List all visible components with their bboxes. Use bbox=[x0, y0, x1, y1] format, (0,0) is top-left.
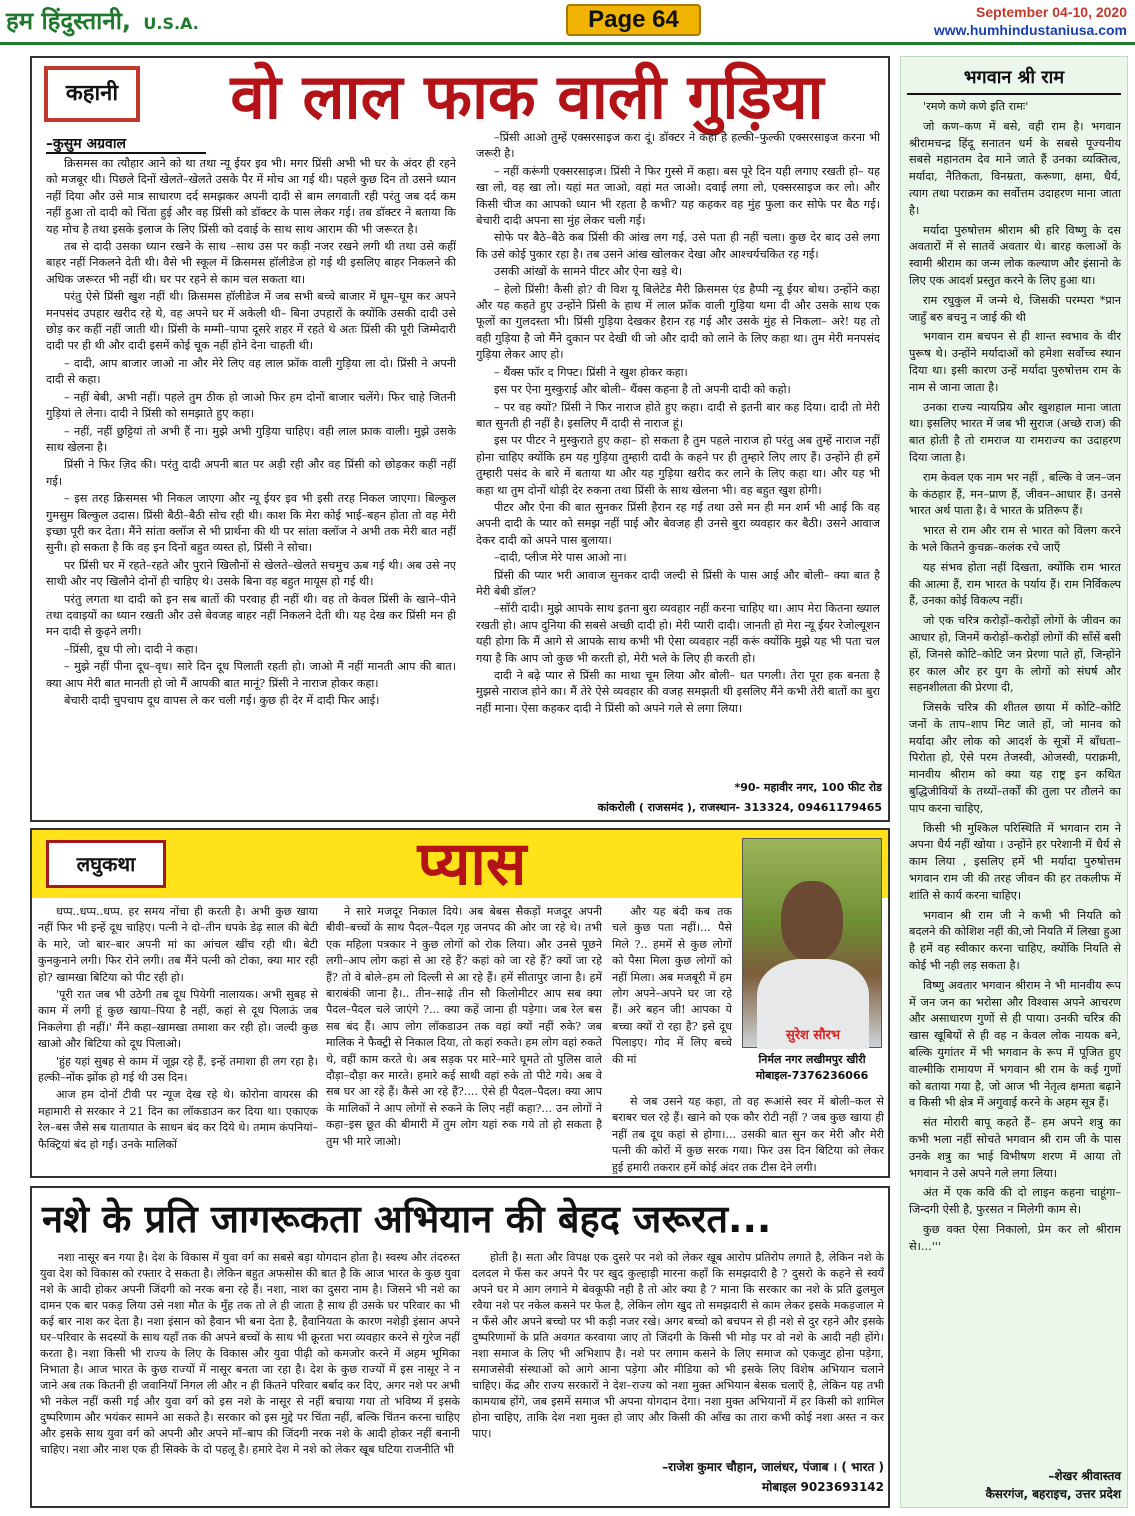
masthead bbox=[6, 4, 199, 37]
author-photo bbox=[742, 838, 882, 1048]
sidebar-title: भगवान श्री राम bbox=[907, 61, 1121, 95]
author-mobile: मोबाइल-7376236066 bbox=[755, 1069, 869, 1082]
story-column-3-bottom bbox=[612, 1094, 884, 1174]
paragraph: और यह बंदी कब तक चले कुछ पता नहीं।... पैसे मिले ?.. हममें से कुछ लोगों को पैसा मिला कुछ लोगों को नहीं मिला। अब मजबूरी में हम लोग अपने–अपने घर जा रहे हैं। अरे बहन जी! आपका ये बच्चा क्यों रो रहा है? इसे दूध पिलाइए। गोद में लिए बच्चे की मां bbox=[612, 905, 732, 1066]
story-laghukatha bbox=[30, 828, 890, 1178]
page-number-badge: Page 64 bbox=[566, 4, 701, 36]
website-link[interactable]: www.humhindustaniusa.com bbox=[933, 22, 1127, 38]
story-column-2 bbox=[476, 130, 880, 772]
author-signature: –राजेश कुमार चौहान, जालंधर, पंजाब । ( भारत ) bbox=[662, 1460, 884, 1474]
paragraph: –सॉरी दादी। मुझे आपके साथ इतना बुरा व्यवहार नहीं करना चाहिए था। आप मेरा कितना ख्याल रखती हो। आप दुनिया की सबसे अच्छी दादी हो। मेरी प्यारी दादी। जानती हो मेरा न्यू ईयर रेजोल्यूशन यही होगा कि मैं आगे से आपके साथ कभी भी ऐसा व्यवहार नहीं करूं क्योंकि मुझे यह भी पता चल गया है कि आप जो कुछ भी करती हो, मेरी भले के लिए ही करती हो। bbox=[476, 602, 880, 665]
paragraph: जो एक चरित्र करोड़ों–करोड़ों लोगों के जीवन का आधार हो, जिनमें करोड़ों–करोड़ों लोगों की साँसें बसी हों, जिनसे कोटि–कोटि जन प्रेरणा पाते हों, जिन्होंने हर काल और हर युग के लोगों को संघर्ष और सहनशीलता की प्रेरणा दी, bbox=[909, 614, 1121, 695]
paragraph: जो कण–कण में बसे, वही राम है। भगवान श्रीरामचन्द्र हिंदू सनातन धर्म के सबसे पूज्यनीय सबसे महानतम देव माने जाते हैं उनका व्यक्तित्व, मर्यादा, नैतिकता, विनम्रता, करूणा, क्षमा, धैर्य, त्याग तथा पराक्रम का सर्वोत्तम उदाहरण माना जाता है। bbox=[909, 119, 1121, 217]
author-address-line1: *90- महावीर नगर, 100 फीट रोड bbox=[734, 781, 882, 794]
story-column-2 bbox=[472, 1250, 884, 1446]
paragraph: भगवान श्री राम जी ने कभी भी नियति को बदलने की कोशिश नहीं की,जो नियति में लिखा हुआ है हमें वह स्वीकार करना चाहिए, क्योंकि नियति से कोई भी नही लड़ सकता है। bbox=[909, 908, 1121, 973]
paragraph: प्रिंसी की प्यार भरी आवाज सुनकर दादी जल्दी से प्रिंसी के पास आई और बोली– क्या बात है मेरी बेबी डॉल? bbox=[476, 568, 880, 598]
author-mobile: मोबाइल 9023693142 bbox=[762, 1480, 884, 1494]
story-title: प्यास bbox=[417, 829, 527, 899]
paragraph: दादी ने बढ़े प्यार से प्रिंसी का माथा चूम लिया और बोली– धत पगली। तेरा पूरा हक बनता है मुझसे नाराज होने का। मैं तेरे ऐसे व्यवहार की वजह समझती थी इसलिए मैंने कभी तेरी बातों का बुरा नहीं माना। ऐसा कहकर दादी ने प्रिंसी को अपने गले से लगा लिया। bbox=[476, 669, 880, 715]
paragraph: उनका राज्य न्यायप्रिय और खुशहाल माना जाता था। इसलिए भारत में जब भी सुराज (अच्छे राज) की बात होती है तो रामराज या रामराज्य का उदाहरण दिया जाता है। bbox=[909, 400, 1121, 464]
paragraph: विष्णु अवतार भगवान श्रीराम ने भी मानवीय रूप में जन जन का भरोसा और विश्वास अपने आचरण और असाधारण गुणों से ही पाया। उनकी चरित्र की खास खूबियों से ही वह न केवल लोक नायक बने, बल्कि युगांतर में भी भगवान के रूप में पूजित हुए वाल्मीकि रामायण में भगवान श्री राम के कई गुणों को बताया गया है, जो आज भी नेतृत्व क्षमता बढ़ाने व किसी भी क्षेत्र में अगुवाई करने के अहम सूत्र हैं। bbox=[909, 978, 1121, 1110]
paragraph: –दादी, प्लीज मेरे पास आओ ना। bbox=[494, 551, 627, 565]
issue-date: September 04-10, 2020 bbox=[976, 4, 1127, 20]
paragraph: 'रमणे कणे कणे इति रामः' bbox=[923, 100, 1029, 113]
paragraph: – इस तरह क्रिसमस भी निकल जाएगा और न्यू ईयर इव भी इसी तरह निकल जाएगा। बिल्कुल गुमसुम बिल्कुल उदास। प्रिंसी बैठी–बैठी सोच रही थी। काश कि मेरा कोई भाई–बहन होता तो वह मेरी इच्छा पूरी कर देता। मैंने सांता क्लॉज से भी प्रार्थना की थी पर सांता क्लॉज ने अभी तक मेरी बात नहीं सुनी। हो सकता है कि वह इन दिनों बहुत व्यस्त हो, प्रिंसी ने सोचा। bbox=[46, 492, 456, 555]
masthead-title: हम हिंदुस्तानी, bbox=[6, 7, 132, 35]
sidebar-author: –शेखर श्रीवास्तव bbox=[1048, 1469, 1121, 1483]
author-address-line2: कांकरोली ( राजसमंद ), राजस्थान- 313324, 09461179465 bbox=[597, 801, 882, 814]
story-title: नशे के प्रति जागरूकता अभियान की बेहद जरूरत... bbox=[42, 1197, 772, 1241]
paragraph: राम केवल एक नाम भर नहीं , बल्कि वे जन–जन के कंठहार हैं, मन–प्राण हैं, जीवन–आधार हैं। उनसे भारत अर्थ पाता है। वे भारत के प्रतिरूप हैं। bbox=[909, 470, 1121, 518]
section-tag-kahani: कहानी bbox=[44, 66, 140, 122]
paragraph: कुछ वक्त ऐसा निकालो, प्रेम कर लो श्रीराम से।...''' bbox=[909, 1223, 1121, 1253]
paragraph: मर्यादा पुरुषोत्तम श्रीराम श्री हरि विष्णु के दस अवतारों में से सातवें अवतार थे। बारह कलाओं के स्वामी श्रीराम का जन्म लोक कल्याण और इंसानो के लिए एक आदर्श प्रस्तुत करने के लिए हुआ था। bbox=[909, 223, 1121, 287]
paragraph: – नहीं करूंगी एक्सरसाइज। प्रिंसी ने फिर गुस्से में कहा। बस पूरे दिन यही लगाए रखती हो– यह खा लो, वह खा लो। यहां मत जाओ, वहां मत जाओ। दवाई लगा लो, एक्सरसाइज कर लो। और किसी चीज का आपको ध्यान भी रहता है कभी? यह कहकर वह मुंह फुला कर सोफे पर बैठ गई। बेचारी दादी अपना सा मुंह लेकर चली गई। bbox=[476, 164, 880, 228]
paragraph: – दादी, आप बाजार जाओ ना और मेरे लिए वह लाल फ्रॉक वाली गुड़िया ला दो। प्रिंसी ने अपनी दादी से कहा। bbox=[46, 356, 456, 387]
story-kahani bbox=[30, 56, 890, 822]
photo-name: सुरेश सौरभ bbox=[785, 1028, 841, 1043]
paragraph: पर प्रिंसी घर में रहते–रहते और पुराने खिलौनों से खेलते–खेलते सचमुच ऊब गई थी। अब उसे नए साथी और नए खिलौने दोनों ही चाहिए थे। उसके बिना वह बहुत मायूस हो गई थी। bbox=[46, 558, 456, 589]
paragraph: होती है। सता और विपक्ष एक दुसरे पर नशे को लेकर खूब आरोप प्रतिरोप लगाते है, लेकिन नशे के दलदल मे फँस कर अपने पैर पर खुद कुल्हाड़ी मारना कहाँ कि समझदारी है ? दुसरो के कहने से स्वयँ अपने घर मे आग लगाने मे बेवकूफी नही है तो ओर क्या है ? माना कि सरकार का नशे के प्रति ढुलमुल रवैया नशे पर नकेल कसने पर फेल है, लेकिन लोग खुद तो समझदारी से काम लेकर इसके मकड़जाल मे न फँसे और अपने बच्चो पर भी कड़ी नजर रखे। अगर बच्चो को बचपन से ही नशे से दुर रहने और इसके दुष्परिणामों के प्रति अवगत करवाया जाए तो जिंदगी के किसी भी मोड़ पर वो नशे के आदी नही होंगे। नशा समाज के लिए भी अभिशाप है। नशे पर लगाम कसने के लिए समाज को एकजुट होना पड़ेगा, समाजसेवी संस्थाओं को आगे आना पड़ेगा और मीडिया को भी इसके लिए विशेष अभियान चलाने चाहिए। केंद्र और राज्य सरकारों ने देश–राज्य को नशा मुक्त अभियान बेसक चलाएँ है, लेकिन यह तभी कामयाब होंगे, जब इसमें समाज भी अपना योगदान देगा। नशा मुक्त अभियानों में हर किसी को शामिल होना चाहिए, ताकि देश नशा मुक्त हो जाए और किसी की आँख का तारा कभी कोई नशा अस्त न कर पाए। bbox=[472, 1251, 884, 1440]
section-tag-laghukatha: लघुकथा bbox=[46, 840, 166, 888]
sidebar-ram bbox=[900, 56, 1128, 1508]
paragraph: राम रघुकुल में जन्मे थे, जिसकी परम्परा *प्रान जाहुँ बरु बचनु न जाई की थी bbox=[909, 293, 1121, 324]
paragraph: 'पूरी रात जब भी उठेगी तब दूध पियेगी नालायक। अभी सुबह से काम में लगी हूं कुछ खाया–पिया है नहीं, कहां से दूध पिलाऊं जब निकलेगा ही नहीं।' मैंने कहा–खामखा तमाशा कर रही हो। जल्दी कुछ खाओ और बिटिया को दूध पिलाओ। bbox=[38, 988, 318, 1051]
paragraph: – पर वह क्यों? प्रिंसी ने फिर नाराज होते हुए कहा। दादी से इतनी बार कह दिया। दादी तो मेरी बात सुनती ही नहीं है। इसलिए मैं दादी से नाराज हूं। bbox=[476, 400, 880, 430]
photo-face bbox=[781, 881, 843, 961]
paragraph: तब से दादी उसका ध्यान रखने के साथ –साथ उस पर कड़ी नजर रखने लगी थी तथा उसे कहीं बाहर नहीं निकलने देती थी। वैसे भी स्कूल में क्रिसमस हॉलीडेज हो गई थी इसलिए बाहर निकलने की अधिक जरूरत भी नहीं थी। घर पर रहने से काम चल सकता था। bbox=[46, 240, 456, 286]
paragraph: धप्प..धप्प..धप्प. हर समय नोंचा ही करती है। अभी कुछ खाया नहीं फिर भी इन्हें दूध चाहिए। पत्नी ने दो–तीन धपके डेढ़ साल की बेटी के मारे, जो बार–बार अपनी मां का आंचल खींच रही थी। बेटी कुनकुनाने लगी। फिर रोने लगी। तब मैंने पत्नी को टोका, क्या मार रही हो? खामखा बिटिया को पीट रही हो। bbox=[38, 905, 318, 984]
paragraph: संत मोरारी बापू कहते हैं– हम अपने शत्रु का कभी भला नहीं सोचते भगवान श्री राम जी के पास उनके शत्रु का भाई विभीषण शरण में आया तो भगवान ने उसे अपने गले लगा लिया। bbox=[909, 1116, 1121, 1180]
paragraph: – थैंक्स फॉर द गिफ्ट। प्रिंसी ने खुश होकर कहा। bbox=[494, 365, 688, 379]
paragraph: बेचारी दादी चुपचाप दूध वापस ले कर चली गई। कुछ ही देर में दादी फिर आई। bbox=[64, 694, 380, 707]
story-nasha bbox=[30, 1186, 890, 1508]
paragraph: –प्रिंसी, दूध पी लो। दादी ने कहा। bbox=[64, 642, 198, 656]
story-title: वो लाल फाक वाली गुड़िया bbox=[230, 60, 824, 133]
page-header bbox=[0, 0, 1135, 42]
paragraph: नशा नासूर बन गया है। देश के विकास में युवा वर्ग का सबसे बड़ा योगदान होता है। स्वस्थ और तंदरुस्त युवा देश को विकास को रफ्तार दे सकता है। लेकिन बहुत अफसोस की बात है कि आज भारत के कुछ युवा नशे के आदी होकर अपनी जिंदगी को नरक बना रहे हैं। नशा, नाश का दुसरा नाम है। जिसने भी नशे का दामन एक बार पकड़ लिया उसे नशा मौत के मुँह तक तो ले ही जाता है साथ ही उसके घर परिवार का भी कई बार नाश कर देता है। नशा इंसान को हैवान भी बना देता है, हैवानियता के कारण नशेड़ी इंसान अपने घर–परिवार के सदस्यों के साथ यहाँ तक की अपने बच्चों के साथ भी क्रूरता भरा व्यवहार करने से गुरेज नहीं करता है। नशा किसी भी राज्य के लिए के विकास और युवा पीढ़ी को कमजोर करने में अहम भूमिका निभाता है। आज भारत के कुछ राज्यों में नासूर बनता जा रहा है। देश के कुछ राज्यों में इस नासूर ने न जाने अब तक कितनी ही जवानियाँ निगल ली और न ही कितने परिवार बर्बाद कर दिए, अगर नशे पर अभी भी नकेल नहीं कसी गई और युवा वर्ग को इस नशे के नासूर से नहीं बचाया गया तो भविष्य में इसके दुष्परिणाम और भयंकर सामने आ सकते है। सरकार को इस मुद्दे पर चिंता नहीं, बल्कि चिंतन करना चाहिए और इसके साथ युवा वर्ग को अपनी और अपने माँ–बाप की जिंदगी नरक नशे के आदी होकर नहीं बनानी चाहिए। नशा और नाश एक ही सिक्के के दो पहलू है। हमारे देश मे नशे को लेकर खूब घटिया राजनीति भी bbox=[40, 1251, 460, 1456]
paragraph: भगवान राम बचपन से ही शान्त स्वभाव के वीर पुरूष थे। उन्होंने मर्यादाओं को हमेशा सर्वोच्च स्थान दिया था। इसी कारण उन्हें मर्यादा पुरुषोत्तम राम के नाम से जाना जाता है। bbox=[909, 330, 1121, 394]
header-rule bbox=[0, 42, 1135, 45]
story-column-1 bbox=[40, 1250, 460, 1504]
story-column-1 bbox=[38, 904, 318, 1174]
story-column-3-top bbox=[612, 904, 732, 1094]
sidebar-text bbox=[909, 99, 1121, 1459]
paragraph: 'हुंह यहां सुबह से काम में जूझ रहे हैं, इन्हें तमाशा ही लग रहा है। हल्की–नोंक झोंक हो गई थी उस दिन। bbox=[38, 1054, 318, 1085]
paragraph: आज हम दोनों टीवी पर न्यूज देख रहे थे। कोरोना वायरस की महामारी से सरकार ने 21 दिन का लॉकडाउन कर दिया था। एकाएक रेल–बस जैसे सब यातायात के साधन बंद कर दिये थे। तमाम कंपनियां–फैक्ट्रियां बंद हो गईं। उनके मालिकों bbox=[38, 1088, 318, 1151]
paragraph: प्रिंसी ने फिर ज़िद की। परंतु दादी अपनी बात पर अड़ी रही और वह प्रिंसी को छोड़कर कहीं नहीं गई। bbox=[46, 458, 456, 488]
paragraph: से जब उसने यह कहा, तो वह रूआंसे स्वर में बोली–कल से बराबर चल रहे हैं। खाने को एक कौर रोटी नहीं ? जब कुछ खाया ही नहीं तब दूध कहां से होगा।... उसकी बात सुन कर मेरी और मेरी पत्नी की कोरों में कुछ सरक गया। फिर उस दिन बिटिया को लेकर हुई हमारी तकरार हमें कोई अंदर तक टीस देने लगी। bbox=[612, 1095, 884, 1174]
story-author: –कुसुम अग्रवाल bbox=[46, 136, 126, 152]
paragraph: भारत से राम और राम से भारत को विलग करने के भले कितने कुचक्र–कलंक रचे जाएँ bbox=[909, 524, 1121, 554]
paragraph: –प्रिंसी आओ तुम्हें एक्सरसाइज करा दूं। डॉक्टर ने कहा है हल्की–फुल्की एक्सरसाइज करना भी जरूरी है। bbox=[476, 131, 880, 161]
paragraph: परंतु लगता था दादी को इन सब बातों की परवाह ही नहीं थी। वह तो केवल प्रिंसी के खाने–पीने तथा दवाइयों का ध्यान रखती और उसे बेवजह बाहर नहीं निकलने देती थी। यह देख कर प्रिंसी मन ही मन दादी से कुढ़ने लगी। bbox=[46, 592, 456, 639]
masthead-usa: U.S.A. bbox=[143, 14, 199, 33]
sidebar-author-location: कैसरगंज, बहराइच, उत्तर प्रदेश bbox=[985, 1487, 1121, 1501]
story-column-2 bbox=[326, 904, 602, 1174]
paragraph: जिसके चरित्र की शीतल छाया में कोटि–कोटि जनों के ताप–शाप मिट जाते हों, जो मानव को मर्यादा और लोक को आदर्श के सूत्रों में बाँधता–पिरोता हो, ऐसे परम तेजस्वी, ओजस्वी, पराक्रमी, मानवीय श्रीराम को क्या यह राष्ट्र इन कथित बुद्धिजीवियों के तथ्यों–तर्कों की तुला पर तौलने का पाप करना चाहिए, bbox=[909, 701, 1121, 815]
paragraph: किसी भी मुश्किल परिस्थिति में भगवान राम ने अपना धैर्य नहीं खोया । उन्होंने हर परेशानी में धैर्य से काम लिया , इसलिए हमें भी मर्यादा पुरुषोत्तम भगवान राम जी की तरह जीवन की हर तकलीफ में शांति से कार्य करना चाहिए। bbox=[909, 821, 1121, 902]
paragraph: परंतु ऐसे प्रिंसी खुश नहीं थी। क्रिसमस हॉलीडेज में जब सभी बच्चे बाजार में घूम–घूम कर अपने मनपसंद उपहार खरीद रहे थे, वह अपने घर में अकेली थी– बिना उपहारों के क्योंकि उसकी दादी उसे छोड़ कर कहीं नहीं जाती थी। प्रिंसी के मम्मी–पापा दूसरे शहर में रहते थे अतः प्रिंसी की पूरी जिम्मेदारी दादी पर ही थी और दादी इसमें कोई चूक नहीं होने देना चाहती थी। bbox=[46, 290, 456, 353]
paragraph: यह संभव होता नहीं दिखता, क्योंकि राम भारत की आत्मा हैं, राम भारत के पर्याय हैं। राम निर्विकल्प हैं, उनका कोई विकल्प नहीं। bbox=[909, 560, 1121, 608]
paragraph: – नहीं, नहीं छुट्टियां तो अभी हैं ना। मुझे अभी गुड़िया चाहिए। वही लाल फ्राक वाली। मुझे उसके साथ खेलना है। bbox=[46, 424, 456, 454]
story-column-1 bbox=[46, 156, 456, 816]
paragraph: सोफे पर बैठे–बैठे कब प्रिंसी की आंख लग गई, उसे पता ही नहीं चला। कुछ देर बाद उसे लगा कि उसे कोई पुकार रहा है। तब उसने आंख खोलकर देखा और आश्चर्यचकित रह गई। bbox=[476, 231, 880, 261]
paragraph: अंत में एक कवि की दो लाइन कहना चाहूंगा– जिन्दगी ऐसी है, फुरसत न मिलेगी काम से। bbox=[909, 1186, 1121, 1217]
paragraph: इस पर पीटर ने मुस्कुराते हुए कहा– हो सकता है तुम पहले नाराज हो परंतु अब तुम्हें नाराज नहीं होना चाहिए क्योंकि हम यह गुड़िया तुम्हारी दादी के कहने पर ही तुम्हारे लिए लाए हैं। उन्होंने ही हमें तुम्हारी पसंद के बारे में बताया था और यह गुड़िया खरीद कर लाने के लिए कहा था। और यह भी कहा था तुम दोनों थोड़ी देर रुकना तथा प्रिंसी के साथ खेलना भी। वह बहुत खुश होगी। bbox=[476, 434, 880, 497]
author-underline bbox=[46, 152, 206, 154]
paragraph: – मुझे नहीं पीना दूध–वृध। सारे दिन दूध पिलाती रहती हो। जाओ मैं नहीं मानती आप की बात। क्या आप मेरी बात मानती हो जो मैं आपकी बात मानूं? प्रिंसी ने नाराज होकर कहा। bbox=[46, 660, 456, 690]
paragraph: – हेलो प्रिंसी! कैसी हो? वी विश यू बिलेटेड मैरी क्रिसमस एंड हैप्पी न्यू ईयर बोथ। उन्होंने कहा और यह कहते हुए उन्होंने प्रिंसी के हाथ में लाल फ्रॉक वाली गुड़िया थमा दी और उसके साथ एक फूलों का गुलदस्ता भी। प्रिंसी गुड़िया देखकर हैरान रह गई और उसके मुंह से निकला– अरे! यह तो वही गुड़िया है जो मैंने दुकान पर देखी थी जो और दादी को लाने के लिए कहा था। तुम मेरी मनपसंद गुड़िया लेकर आए हो। bbox=[476, 282, 880, 362]
paragraph: पीटर और ऐना की बात सुनकर प्रिंसी हैरान रह गई तथा उसे मन ही मन शर्म भी आई कि वह अपनी दादी के प्यार को समझ नहीं पाई और बेवजह ही उनसे बुरा व्यवहार कर बैठी। उसने आवाज देकर दादी को अपने पास बुलाया। bbox=[476, 500, 880, 547]
paragraph: ने सारे मजदूर निकाल दिये। अब बेबस सैकड़ों मजदूर अपनी बीवी–बच्चों के साथ पैदल–पैदल गृह जनपद की ओर जा रहे थे। तभी एक महिला पत्रकार ने कुछ लोगों को रोक लिया। और उनसे पूछने लगी–आप लोग कहां से आ रहे हैं? कहां को जा रहे हैं? क्यों जा रहे हैं? तो वे बोले–हम लो दिल्ली से आ रहे हैं। हमें सीतापुर जाना है। हमें बाराबंकी जाना है।.. तीन–साढ़े तीन सौ किलोमीटर आप सब क्या पैदल–पैदल चले जाएंगे ?... क्या कहें जाना ही पड़ेगा। जब रेल बस सब बंद हैं। आप लोग लॉकडाउन तक वहां क्यों नहीं रुके? जब मालिक ने फैक्ट्री से निकाल दिया, तो कहां रुकते। हम लोग वहां रुकते थे, वहीं काम करते थे। अब सड़क पर मारे–मारे घूमते तो पुलिस वाले दौड़ा–दौड़ा कर मारते। हमारे कई साथी वहां रुके तो पीटे गये। अब वे सब घर आ रहे हैं। कैसे आ रहे हैं?.... ऐसे ही पैदल–पैदल। क्या आप के मालिकों ने आप लोगों से रुकने के लिए नहीं कहा?... उन लोगों ने कहा–इस छूत की बीमारी में तुम लोग यहां रुक गये तो हो सकता है तुम भी मारे जाओ। bbox=[326, 905, 602, 1148]
paragraph: – नहीं बेबी, अभी नहीं। पहले तुम ठीक हो जाओ फिर हम दोनों बाजार चलेंगे। फिर चाहे जितनी गुड़ियां ले लेना। दादी ने प्रिंसी को समझाते हुए कहा। bbox=[46, 390, 456, 421]
author-location: निर्मल नगर लखीमपुर खीरी bbox=[758, 1053, 866, 1066]
paragraph: क्रिसमस का त्यौहार आने को था तथा न्यू ईयर इव भी। मगर प्रिंसी अभी भी घर के अंदर ही रहने को मजबूर थी। पिछले दिनों खेलते–खेलते उसके पैर में मोच आ गई थी। पहले कुछ दिन तो उसने ध्यान नहीं दिया और उसे मात्र साधारण दर्द समझकर अपनी दादी से बाम लगवाती रही परंतु जब दर्द कम नहीं हुआ तो दादी को चिंता हुई और वह प्रिंसी को डॉक्टर के पास लेकर गई। तब डॉक्टर ने बताया कि यह मोच है तथा इसके इलाज के लिए प्रिंसी को दवाई के साथ साथ आराम की भी जरूरत है। bbox=[46, 157, 456, 236]
paragraph: उसकी आंखों के सामने पीटर और ऐना खड़े थे। bbox=[494, 265, 683, 279]
paragraph: इस पर ऐना मुस्कुराई और बोली– थैंक्स कहना है तो अपनी दादी को कहो। bbox=[494, 383, 791, 397]
